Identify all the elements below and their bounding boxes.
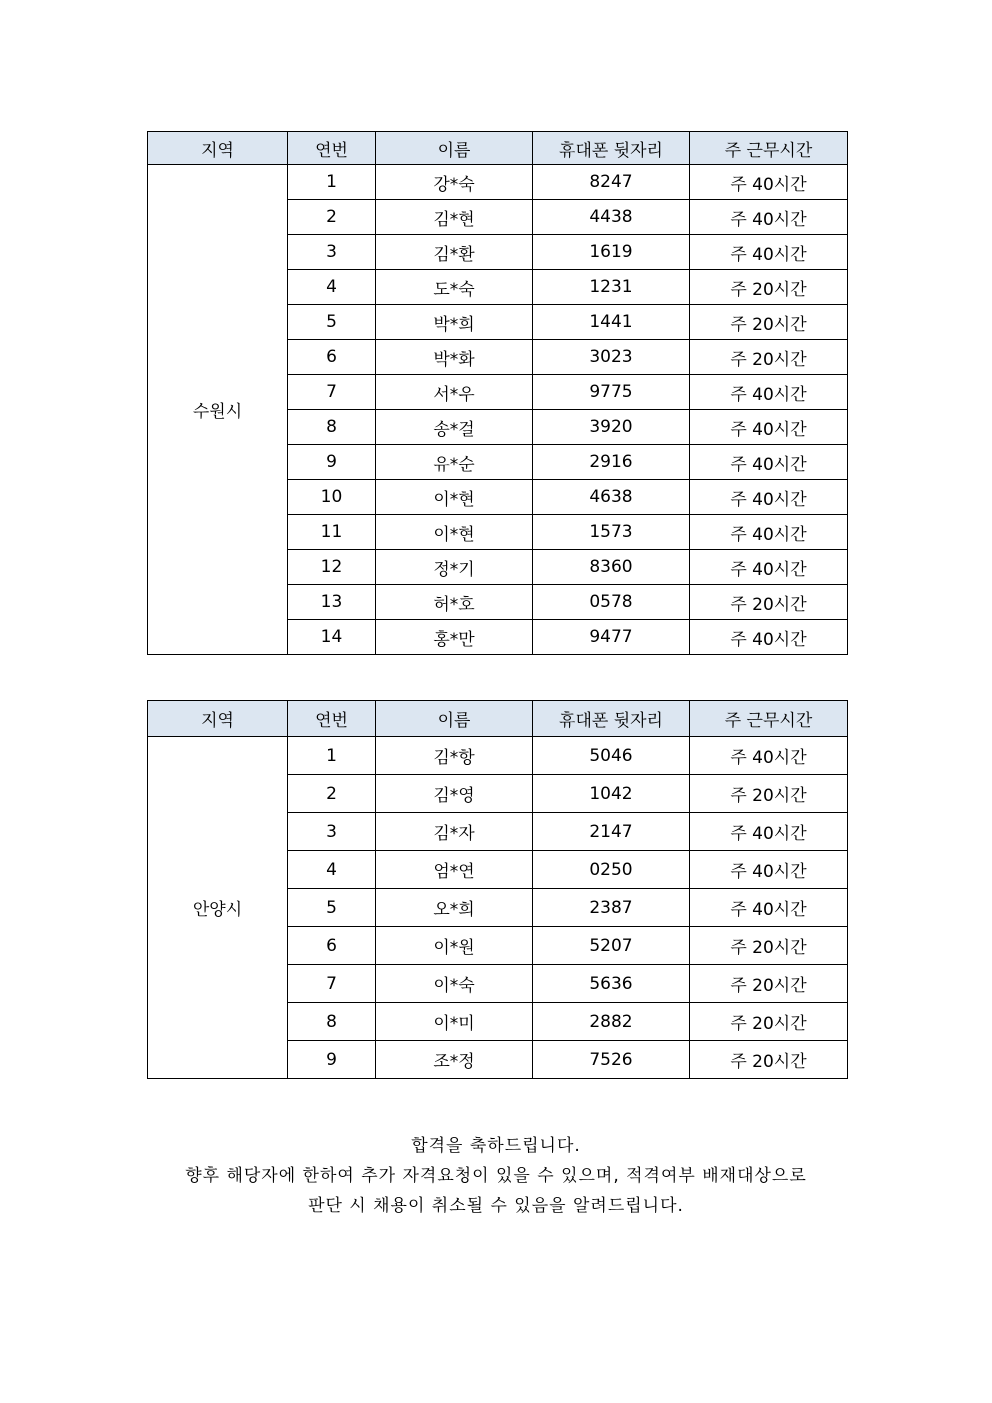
table-row: [148, 165, 848, 200]
row-phone: 2147: [533, 813, 690, 851]
row-no: 6: [288, 340, 376, 375]
row-hours: 주 20시간: [690, 585, 848, 620]
row-phone: 4438: [533, 200, 690, 235]
row-name: 송*걸: [376, 410, 533, 445]
row-name: 엄*연: [376, 851, 533, 889]
row-name: 오*희: [376, 889, 533, 927]
row-hours: 주 20시간: [690, 1003, 848, 1041]
row-no: 1: [288, 737, 376, 775]
row-phone: 0578: [533, 585, 690, 620]
row-hours: 주 40시간: [690, 889, 848, 927]
row-phone: 1619: [533, 235, 690, 270]
row-no: 6: [288, 927, 376, 965]
row-no: 1: [288, 165, 376, 200]
row-name: 허*호: [376, 585, 533, 620]
row-phone: 8360: [533, 550, 690, 585]
header-phone-last: 휴대폰 뒷자리: [533, 701, 690, 737]
row-name: 이*현: [376, 515, 533, 550]
row-hours: 주 40시간: [690, 813, 848, 851]
row-hours: 주 40시간: [690, 737, 848, 775]
row-no: 14: [288, 620, 376, 655]
row-phone: 2387: [533, 889, 690, 927]
row-name: 도*숙: [376, 270, 533, 305]
notice-line-cancellation: 판단 시 채용이 취소될 수 있음을 알려드립니다.: [308, 1196, 684, 1216]
row-no: 4: [288, 851, 376, 889]
notice-text: [0, 1131, 992, 1221]
row-phone: 7526: [533, 1041, 690, 1079]
row-name: 조*정: [376, 1041, 533, 1079]
row-no: 4: [288, 270, 376, 305]
row-phone: 1573: [533, 515, 690, 550]
row-name: 김*영: [376, 775, 533, 813]
row-phone: 1042: [533, 775, 690, 813]
row-name: 정*기: [376, 550, 533, 585]
suwon-roster-table: [147, 131, 848, 655]
header-no: 연번: [288, 701, 376, 737]
row-no: 10: [288, 480, 376, 515]
row-name: 김*현: [376, 200, 533, 235]
row-phone: 0250: [533, 851, 690, 889]
row-hours: 주 40시간: [690, 445, 848, 480]
row-hours: 주 20시간: [690, 927, 848, 965]
row-hours: 주 40시간: [690, 235, 848, 270]
notice-line-qualification: 향후 해당자에 한하여 추가 자격요청이 있을 수 있으며, 적격여부 배재대상으로: [185, 1166, 807, 1186]
row-phone: 8247: [533, 165, 690, 200]
row-name: 서*우: [376, 375, 533, 410]
row-hours: 주 40시간: [690, 620, 848, 655]
row-hours: 주 40시간: [690, 200, 848, 235]
row-phone: 2882: [533, 1003, 690, 1041]
row-phone: 2916: [533, 445, 690, 480]
row-hours: 주 40시간: [690, 480, 848, 515]
row-phone: 9477: [533, 620, 690, 655]
table-header-row: [148, 132, 848, 165]
header-region: 지역: [148, 132, 288, 165]
row-phone: 5207: [533, 927, 690, 965]
row-hours: 주 40시간: [690, 165, 848, 200]
row-no: 11: [288, 515, 376, 550]
row-no: 8: [288, 410, 376, 445]
row-phone: 1231: [533, 270, 690, 305]
row-no: 7: [288, 965, 376, 1003]
anyang-roster-table: [147, 700, 848, 1079]
row-hours: 주 40시간: [690, 515, 848, 550]
row-no: 2: [288, 200, 376, 235]
row-hours: 주 20시간: [690, 965, 848, 1003]
row-hours: 주 20시간: [690, 305, 848, 340]
row-name: 박*희: [376, 305, 533, 340]
notice-line-congrats: 합격을 축하드립니다.: [411, 1136, 581, 1156]
row-no: 5: [288, 889, 376, 927]
row-phone: 5046: [533, 737, 690, 775]
row-hours: 주 20시간: [690, 775, 848, 813]
row-no: 9: [288, 445, 376, 480]
row-hours: 주 20시간: [690, 340, 848, 375]
row-name: 이*현: [376, 480, 533, 515]
header-phone-last: 휴대폰 뒷자리: [533, 132, 690, 165]
row-no: 7: [288, 375, 376, 410]
table-header-row: [148, 701, 848, 737]
region-cell: 안양시: [148, 737, 288, 1079]
row-phone: 3023: [533, 340, 690, 375]
row-name: 김*환: [376, 235, 533, 270]
row-hours: 주 40시간: [690, 851, 848, 889]
row-no: 13: [288, 585, 376, 620]
row-phone: 3920: [533, 410, 690, 445]
row-hours: 주 20시간: [690, 1041, 848, 1079]
row-name: 유*순: [376, 445, 533, 480]
row-phone: 1441: [533, 305, 690, 340]
row-no: 2: [288, 775, 376, 813]
row-phone: 4638: [533, 480, 690, 515]
region-cell: 수원시: [148, 165, 288, 655]
row-hours: 주 20시간: [690, 270, 848, 305]
row-hours: 주 40시간: [690, 375, 848, 410]
header-name: 이름: [376, 701, 533, 737]
row-no: 8: [288, 1003, 376, 1041]
row-no: 5: [288, 305, 376, 340]
row-hours: 주 40시간: [690, 550, 848, 585]
header-hours: 주 근무시간: [690, 132, 848, 165]
row-no: 3: [288, 235, 376, 270]
table-row: [148, 737, 848, 775]
row-name: 김*항: [376, 737, 533, 775]
row-name: 이*숙: [376, 965, 533, 1003]
row-name: 이*원: [376, 927, 533, 965]
row-hours: 주 40시간: [690, 410, 848, 445]
header-name: 이름: [376, 132, 533, 165]
row-no: 3: [288, 813, 376, 851]
row-name: 박*화: [376, 340, 533, 375]
row-no: 9: [288, 1041, 376, 1079]
row-name: 강*숙: [376, 165, 533, 200]
row-phone: 9775: [533, 375, 690, 410]
row-name: 이*미: [376, 1003, 533, 1041]
header-region: 지역: [148, 701, 288, 737]
header-hours: 주 근무시간: [690, 701, 848, 737]
header-no: 연번: [288, 132, 376, 165]
row-name: 홍*만: [376, 620, 533, 655]
row-name: 김*자: [376, 813, 533, 851]
row-no: 12: [288, 550, 376, 585]
row-phone: 5636: [533, 965, 690, 1003]
